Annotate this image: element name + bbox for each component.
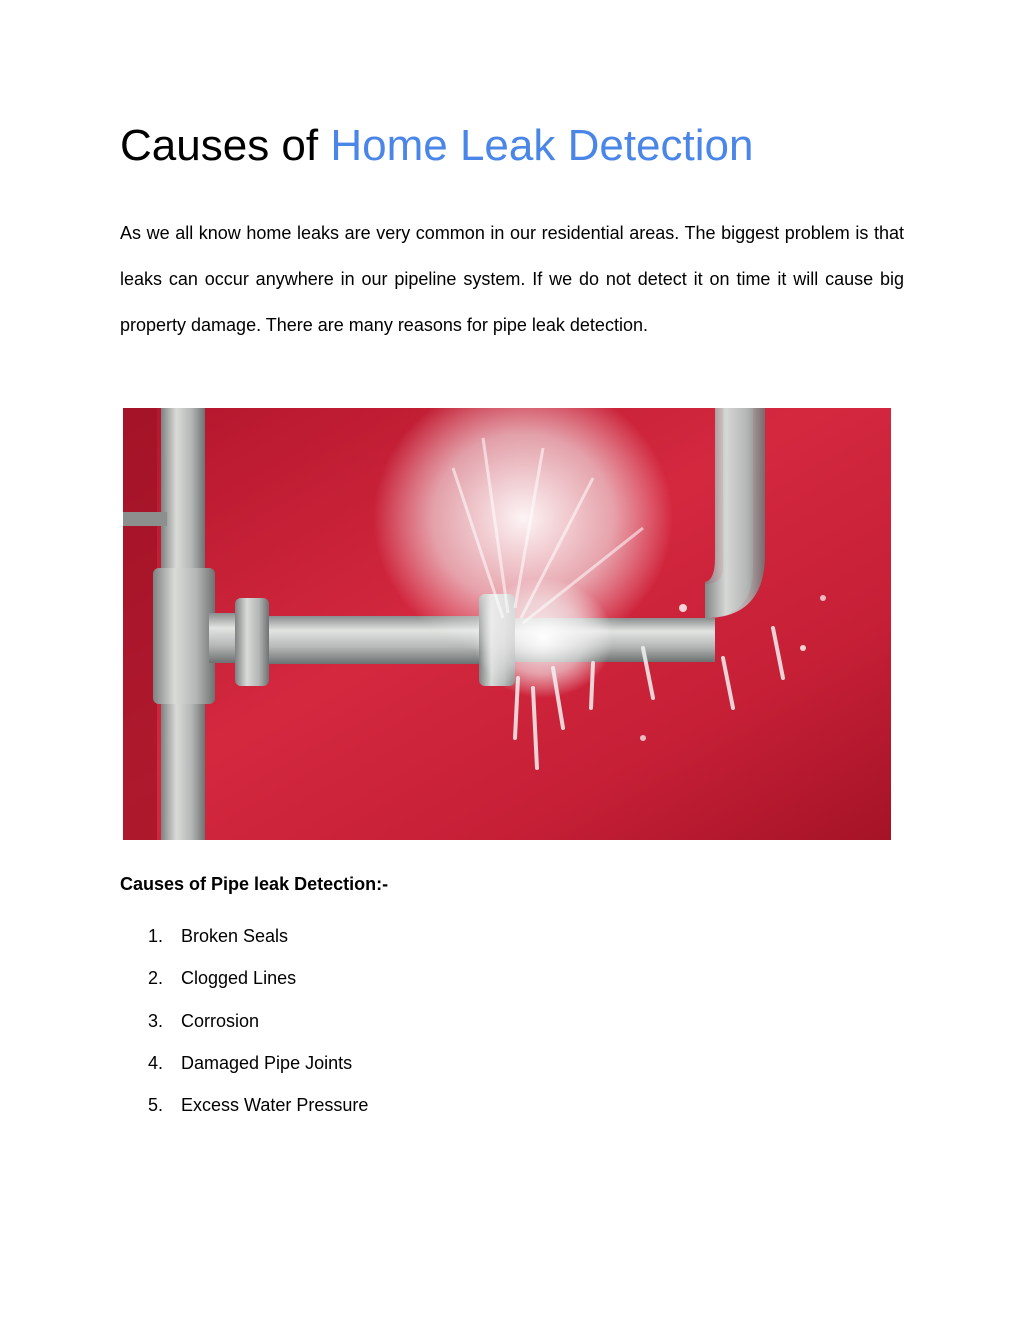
intro-paragraph: As we all know home leaks are very common in our residential areas. The biggest problem is that leaks can occur anywhere in our pipeline system. If we do not detect it on time it will cause big property damage. There are many reasons for pipe leak detection. xyxy=(120,223,904,335)
list-number: 5. xyxy=(148,1095,164,1115)
list-item xyxy=(148,1051,368,1093)
list-item-label: Corrosion xyxy=(181,1010,260,1031)
title-highlight: Home Leak Detection xyxy=(330,121,754,170)
leaking-pipe-photo xyxy=(123,408,891,840)
list-item xyxy=(148,1009,368,1051)
list-item-label: Broken Seals xyxy=(181,926,289,946)
list-number: 3. xyxy=(148,1010,164,1031)
list-item-label: Clogged Lines xyxy=(181,968,297,989)
causes-list xyxy=(148,924,368,1135)
list-item-label: Excess Water Pressure xyxy=(181,1095,369,1115)
section-heading: Causes of Pipe leak Detection:- xyxy=(120,874,389,894)
list-number: 4. xyxy=(148,1052,164,1073)
list-item xyxy=(148,1093,368,1135)
list-item xyxy=(148,966,368,1008)
list-number: 1. xyxy=(148,926,164,946)
title-prefix: Causes of xyxy=(120,121,319,170)
list-item xyxy=(148,924,368,966)
list-number: 2. xyxy=(148,968,164,989)
list-item-label: Damaged Pipe Joints xyxy=(181,1052,353,1073)
page-title xyxy=(120,118,753,174)
